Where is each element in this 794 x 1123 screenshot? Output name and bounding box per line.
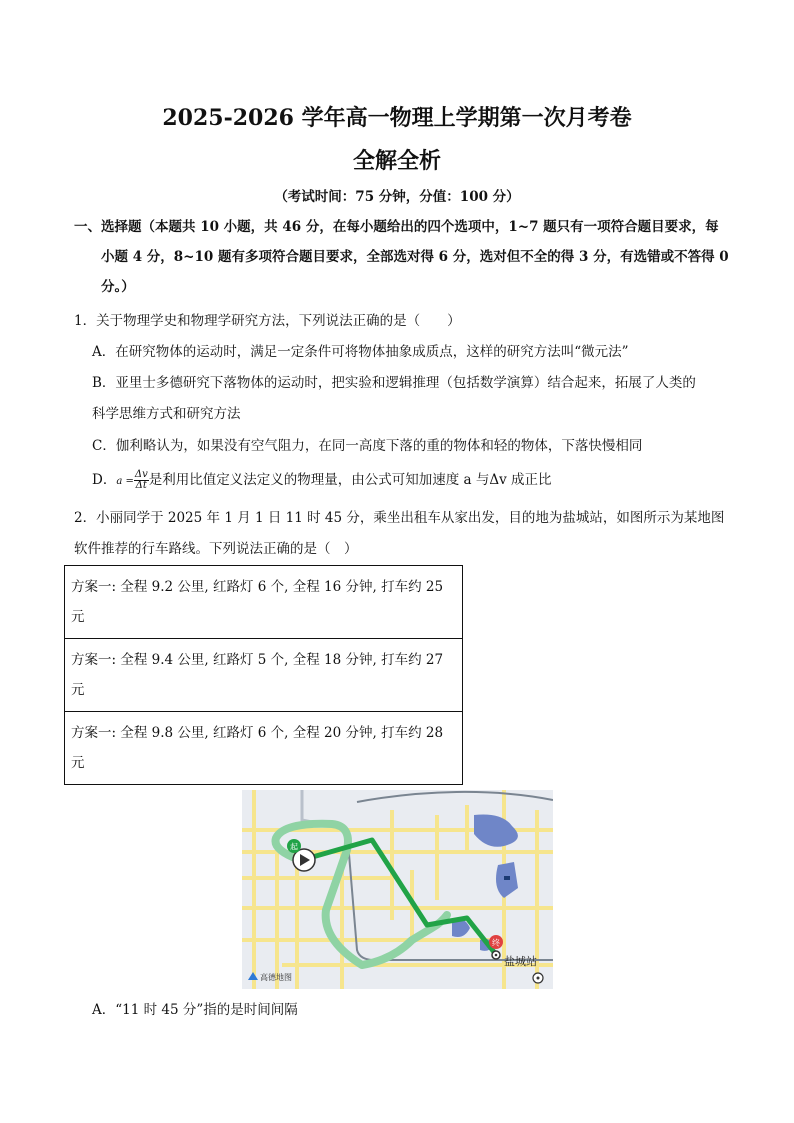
section-instructions-line1: 一、选择题（本题共 10 小题，共 46 分，在每小题给出的四个选项中，1~7 题只有一项符合题目要求，每 bbox=[74, 219, 719, 235]
question-1-option-b-line1: B．亚里士多德研究下落物体的运动时，把实验和逻辑推理（包括数学演算）结合起来，拓展了人类的 bbox=[92, 375, 696, 391]
table-row bbox=[65, 566, 463, 639]
question-2-stem-line2: 软件推荐的行车路线。下列说法正确的是（ ） bbox=[74, 541, 358, 557]
section-instructions-line2: 小题 4 分，8~10 题有多项符合题目要求，全部选对得 6 分，选对但不全的得 3 分，有选错或不答得 0 bbox=[101, 249, 729, 265]
plan-text-line1: 方案一: 全程 9.2 公里, 红路灯 6 个, 全程 16 分钟, 打车约 25 bbox=[71, 579, 444, 595]
station-label: 盐城站 bbox=[504, 955, 537, 968]
option-d-prefix: D． bbox=[92, 472, 117, 488]
plan-text-line1: 方案一: 全程 9.8 公里, 红路灯 6 个, 全程 20 分钟, 打车约 28 bbox=[71, 725, 444, 741]
question-1-option-d bbox=[92, 470, 552, 492]
start-marker-label: 起 bbox=[290, 842, 298, 852]
formula-fraction bbox=[134, 470, 149, 491]
question-1-option-a: A．在研究物体的运动时，满足一定条件可将物体抽象成质点，这样的研究方法叫“微元法” bbox=[92, 344, 629, 360]
map-brand: 高德地图 bbox=[260, 973, 292, 982]
question-2-stem-line1: 2．小丽同学于 2025 年 1 月 1 日 11 时 45 分，乘坐出租车从家出发，目的地为盐城站，如图所示为某地图 bbox=[74, 510, 725, 526]
route-map bbox=[242, 790, 553, 989]
exam-subtitle: 全解全析 bbox=[352, 148, 441, 174]
formula-denominator: Δt bbox=[135, 480, 147, 491]
route-plans-table bbox=[64, 565, 463, 785]
plan-cell bbox=[65, 566, 463, 639]
end-marker-label: 终 bbox=[492, 938, 500, 948]
plan-text-line2: 元 bbox=[71, 682, 85, 698]
question-1-stem: 1．关于物理学史和物理学研究方法，下列说法正确的是（ ） bbox=[74, 313, 461, 329]
plan-cell bbox=[65, 712, 463, 785]
table-row bbox=[65, 639, 463, 712]
exam-title: 2025-2026 学年高一物理上学期第一次月考卷 bbox=[162, 105, 632, 131]
exam-info: （考试时间：75 分钟，分值：100 分） bbox=[274, 189, 520, 205]
option-d-text: 是利用比值定义法定义的物理量，由公式可知加速度 a 与Δv 成正比 bbox=[148, 472, 552, 488]
plan-text-line1: 方案一: 全程 9.4 公里, 红路灯 5 个, 全程 18 分钟, 打车约 27 bbox=[71, 652, 444, 668]
question-1-option-c: C．伽利略认为，如果没有空气阻力，在同一高度下落的重的物体和轻的物体，下落快慢相同 bbox=[92, 438, 643, 454]
formula-lhs: a = bbox=[116, 476, 134, 487]
plan-cell bbox=[65, 639, 463, 712]
plan-text-line2: 元 bbox=[71, 609, 85, 625]
section-instructions-line3: 分。） bbox=[101, 279, 135, 295]
question-1-option-b-line2: 科学思维方式和研究方法 bbox=[92, 406, 241, 422]
table-row bbox=[65, 712, 463, 785]
plan-text-line2: 元 bbox=[71, 755, 85, 771]
formula-numerator: Δv bbox=[134, 469, 148, 480]
question-2-option-a: A．“11 时 45 分”指的是时间间隔 bbox=[92, 1002, 298, 1018]
